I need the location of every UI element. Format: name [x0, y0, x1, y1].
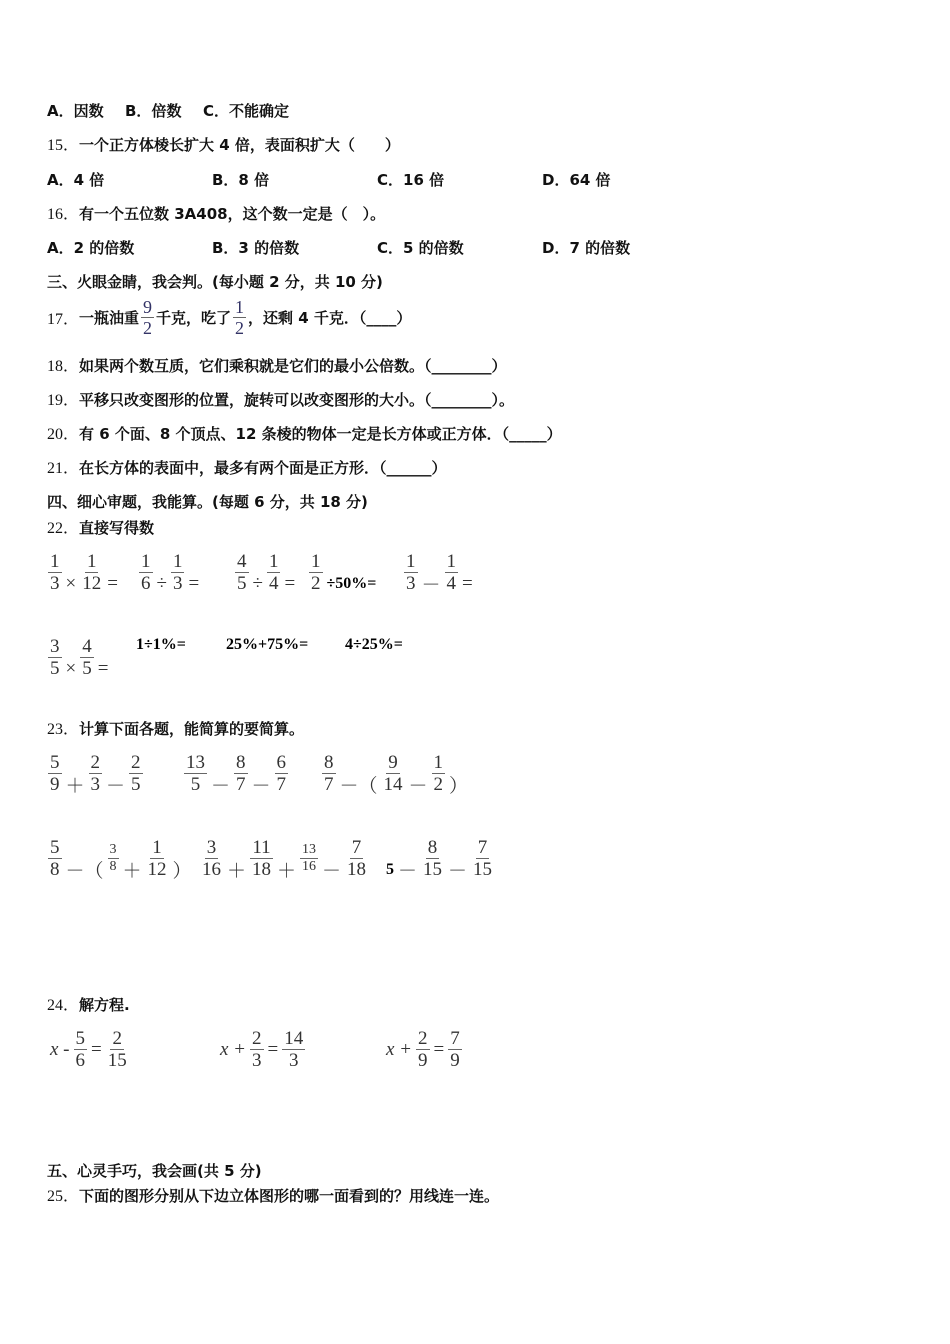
expression-text: 1÷1%=	[136, 636, 186, 653]
numerator: 1	[433, 752, 444, 773]
numerator: 8	[427, 837, 438, 858]
q22-expr-6	[46, 636, 110, 679]
question-23: 23．计算下面各题，能简算的要简算。	[47, 720, 305, 738]
fraction: $\frac{1}{2}$	[235, 297, 245, 338]
q22-expr-3	[233, 551, 297, 594]
q22-expr-2	[137, 551, 201, 594]
denominator: 8	[50, 859, 60, 880]
fraction	[48, 551, 62, 594]
fraction	[448, 1028, 462, 1071]
q24-equation-1	[48, 1028, 131, 1071]
numerator: 3	[206, 837, 217, 858]
question-15: 15．一个正方体棱长扩大 4 倍，表面积扩大（ ）	[47, 136, 400, 154]
operator: ×	[65, 572, 77, 594]
expression-text: 5	[386, 860, 394, 878]
fraction	[300, 842, 318, 875]
q22-expr-4	[307, 551, 378, 594]
numerator: 1	[446, 551, 457, 572]
q16-option-d: D．7 的倍数	[542, 239, 631, 257]
denominator: 15	[423, 859, 443, 880]
numerator: 1	[50, 551, 60, 572]
fraction	[89, 752, 103, 795]
denominator: 9	[450, 1050, 460, 1071]
question-16: 16．有一个五位数 3A408，这个数一定是（ ）。	[47, 205, 386, 223]
operator: =	[433, 1038, 445, 1060]
numerator: 5	[50, 837, 60, 858]
numerator: 14	[284, 1028, 304, 1049]
denominator: 18	[347, 859, 367, 880]
operator: =	[284, 572, 296, 594]
numerator: 8	[324, 752, 334, 773]
denominator: 4	[446, 573, 457, 594]
denominator: 3	[288, 1050, 299, 1071]
numerator: 2	[131, 752, 141, 773]
numerator: 1	[86, 551, 97, 572]
denominator: 5	[190, 774, 201, 795]
fraction	[74, 1028, 88, 1071]
operator: ）	[449, 776, 469, 797]
operator: －	[448, 861, 468, 882]
fraction	[80, 551, 103, 594]
fraction	[48, 837, 62, 880]
fraction	[129, 752, 143, 795]
question-18: 18．如果两个数互质，它们乘积就是它们的最小公倍数。（________）	[47, 357, 507, 375]
q24-equation-3	[384, 1028, 464, 1071]
numerator: 8	[236, 752, 246, 773]
operator: ＋	[277, 861, 297, 882]
operator: =	[107, 572, 118, 594]
fraction	[250, 1028, 264, 1071]
operator: ＋	[122, 861, 142, 882]
fraction	[108, 842, 119, 875]
fraction: $\frac{9}{2}$	[143, 297, 153, 338]
numerator: 7	[450, 1028, 460, 1049]
operator: ÷	[156, 572, 167, 594]
expression-text: 25%+75%=	[226, 636, 309, 653]
question-22: 22．直接写得数	[47, 519, 155, 537]
fraction	[471, 837, 494, 880]
numerator: 1	[172, 551, 183, 572]
denominator: 3	[252, 1050, 262, 1071]
fraction	[404, 551, 418, 594]
q23-expr-5	[198, 837, 370, 880]
denominator: 3	[90, 774, 101, 795]
numerator: 2	[90, 752, 101, 773]
operator: =	[91, 1038, 102, 1060]
denominator: 9	[50, 774, 60, 795]
q22-expr-1	[46, 551, 120, 594]
fraction	[171, 551, 185, 594]
expression-text: 4÷25%=	[345, 636, 403, 653]
q24-equation-2	[218, 1028, 307, 1071]
operator: －	[251, 776, 271, 797]
fraction	[250, 837, 273, 880]
operator: ＋	[65, 776, 85, 797]
variable: x +	[220, 1038, 247, 1060]
fraction	[184, 752, 207, 795]
expression-text: ÷50%=	[326, 574, 377, 592]
operator: =	[188, 572, 200, 594]
q15-option-c: C．16 倍	[377, 171, 445, 189]
variable: x +	[386, 1038, 413, 1060]
q22-expr-9	[343, 636, 405, 654]
operator: －（	[339, 776, 378, 797]
operator: －	[421, 575, 441, 596]
fraction	[345, 837, 368, 880]
q23-expr-2	[182, 752, 290, 795]
fraction	[322, 752, 336, 795]
numerator: 11	[252, 837, 271, 858]
fraction	[80, 636, 94, 679]
numerator: 5	[75, 1028, 86, 1049]
numerator: 9	[388, 752, 398, 773]
question-24: 24．解方程.	[47, 996, 130, 1014]
question-17: 17． 一瓶油重 $\frac{9}{2}$ 千克，吃了 $\frac{1}{2}$ ，还剩 4 千克．（____）	[47, 297, 412, 338]
numerator: 7	[351, 837, 362, 858]
numerator: 1	[311, 551, 321, 572]
denominator: 16	[202, 859, 221, 880]
operator: ）	[172, 861, 192, 882]
fraction	[234, 752, 248, 795]
numerator: 1	[141, 551, 151, 572]
section-5-heading: 五、心灵手巧，我会画(共 5 分)	[47, 1162, 262, 1180]
denominator: 4	[268, 573, 279, 594]
operator: =	[97, 657, 109, 679]
numerator: 13	[186, 752, 205, 773]
operator: =	[462, 572, 473, 594]
fraction	[309, 551, 323, 594]
q15-option-a: A．4 倍	[47, 171, 105, 189]
fraction	[416, 1028, 430, 1071]
numerator: 1	[152, 837, 162, 858]
denominator: 9	[418, 1050, 428, 1071]
q23-expr-3	[320, 752, 470, 795]
fraction	[48, 752, 62, 795]
fraction	[146, 837, 169, 880]
numerator: 6	[276, 752, 287, 773]
numerator: 1	[268, 551, 279, 572]
q14-option-b: B．倍数	[125, 102, 182, 120]
fraction	[200, 837, 223, 880]
denominator: 3	[50, 573, 60, 594]
numerator: 5	[50, 752, 60, 773]
variable: x -	[50, 1038, 70, 1060]
fraction	[282, 1028, 305, 1071]
fraction	[432, 752, 446, 795]
numerator: 7	[477, 837, 488, 858]
q16-option-b: B．3 的倍数	[212, 239, 300, 257]
numerator: 3	[109, 842, 117, 857]
operator: －	[398, 861, 418, 882]
operator: －（	[65, 861, 104, 882]
question-21: 21．在长方体的表面中，最多有两个面是正方形．（______）	[47, 459, 447, 477]
q22-expr-5	[402, 551, 475, 594]
numerator: 4	[82, 636, 92, 657]
denominator: 8	[109, 859, 117, 874]
denominator: 2	[311, 573, 321, 594]
operator: －	[322, 861, 342, 882]
fraction	[445, 551, 459, 594]
denominator: 12	[82, 573, 102, 594]
operator: ÷	[252, 572, 263, 594]
q16-option-c: C．5 的倍数	[377, 239, 464, 257]
denominator: 12	[147, 859, 167, 880]
denominator: 2	[433, 774, 444, 795]
numerator: 13	[302, 842, 317, 857]
denominator: 15	[473, 859, 493, 880]
denominator: 5	[82, 658, 92, 679]
question-20: 20．有 6 个面、8 个顶点、12 条棱的物体一定是长方体或正方体．（_____）	[47, 425, 562, 443]
numerator: 3	[50, 636, 60, 657]
fraction	[235, 551, 249, 594]
denominator: 3	[406, 573, 416, 594]
denominator: 7	[236, 774, 246, 795]
operator: ×	[65, 657, 77, 679]
denominator: 6	[141, 573, 151, 594]
denominator: 6	[75, 1050, 86, 1071]
fraction	[267, 551, 281, 594]
operator: －	[211, 776, 231, 797]
q16-option-a: A．2 的倍数	[47, 239, 135, 257]
operator: =	[267, 1038, 279, 1060]
numerator: 2	[252, 1028, 262, 1049]
section-4-heading: 四、细心审题，我能算。(每题 6 分，共 18 分)	[47, 493, 368, 511]
denominator: 3	[172, 573, 183, 594]
question-25: 25．下面的图形分别从下边立体图形的哪一面看到的？用线连一连。	[47, 1187, 500, 1205]
q22-expr-8	[224, 636, 310, 654]
denominator: 18	[252, 859, 272, 880]
fraction	[106, 1028, 129, 1071]
numerator: 1	[406, 551, 416, 572]
operator: ＋	[227, 861, 247, 882]
section-3-heading: 三、火眼金睛，我会判。(每小题 2 分，共 10 分)	[47, 273, 383, 291]
denominator: 15	[107, 1050, 127, 1071]
fraction	[382, 752, 405, 795]
q15-option-d: D．64 倍	[542, 171, 611, 189]
denominator: 5	[237, 573, 247, 594]
denominator: 5	[131, 774, 141, 795]
denominator: 14	[383, 774, 403, 795]
q23-expr-4	[46, 837, 194, 880]
numerator: 2	[112, 1028, 122, 1049]
q14-option-c: C．不能确定	[203, 102, 290, 120]
numerator: 2	[418, 1028, 428, 1049]
q22-expr-7	[134, 636, 188, 654]
operator: －	[408, 776, 428, 797]
denominator: 5	[50, 658, 60, 679]
question-19: 19．平移只改变图形的位置，旋转可以改变图形的大小。（________）。	[47, 391, 515, 409]
fraction	[139, 551, 153, 594]
operator: －	[106, 776, 126, 797]
numerator: 4	[237, 551, 247, 572]
fraction	[421, 837, 444, 880]
denominator: 7	[324, 774, 334, 795]
denominator: 7	[276, 774, 287, 795]
q15-option-b: B．8 倍	[212, 171, 270, 189]
fraction	[48, 636, 62, 679]
q23-expr-1	[46, 752, 145, 795]
fraction	[275, 752, 289, 795]
q23-expr-6	[384, 837, 496, 880]
q14-option-a: A．因数	[47, 102, 104, 120]
denominator: 16	[302, 859, 317, 874]
